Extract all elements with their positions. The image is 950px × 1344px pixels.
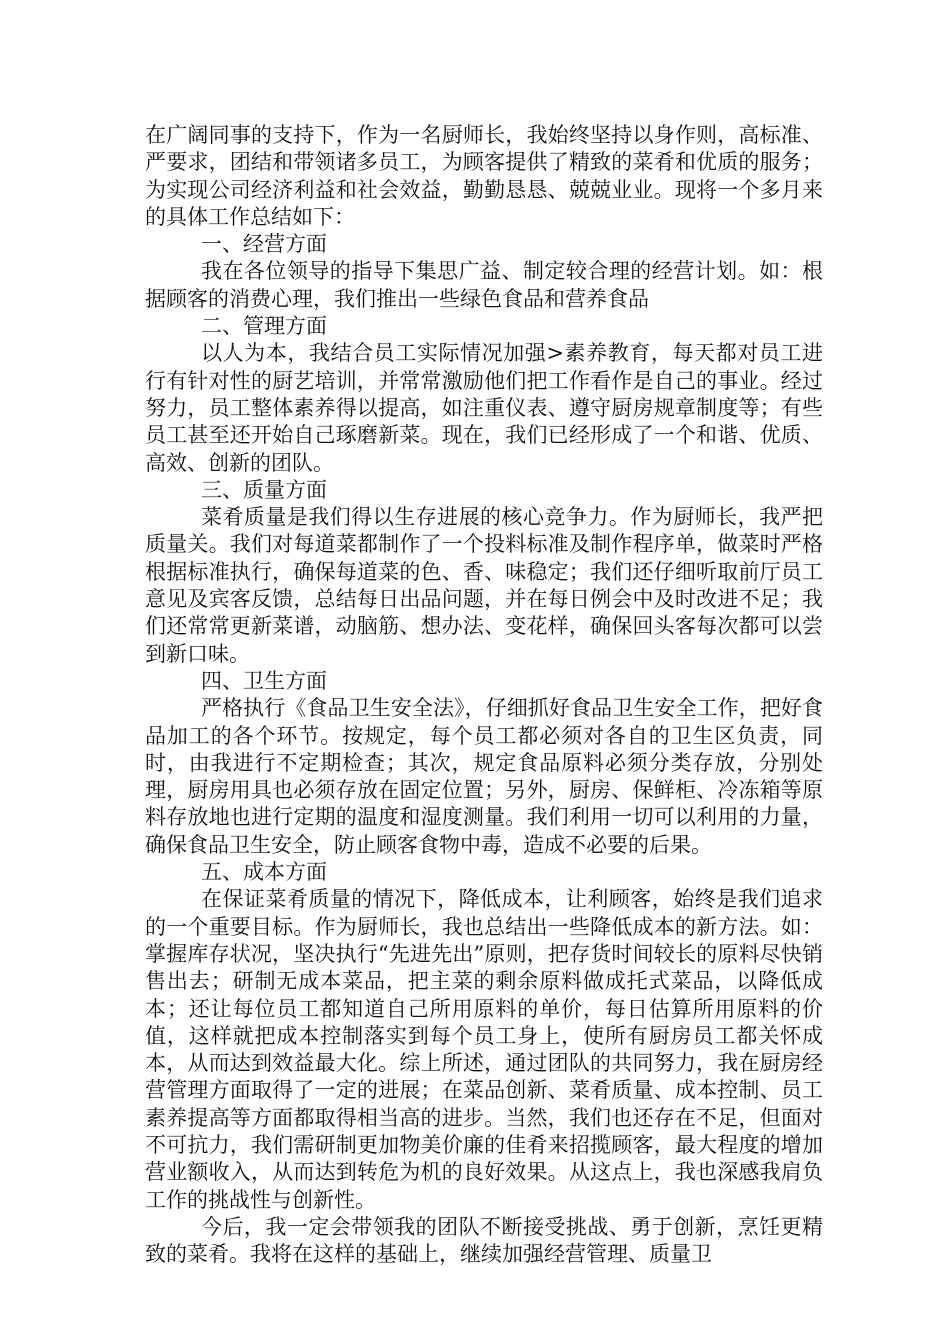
- management-paragraph: 以人为本，我结合员工实际情况加强>素养教育，每天都对员工进行有针对性的厨艺培训，并常常激励他们把工作看作是自己的事业。经过努力，员工整体素养得以提高，如注重仪表、遵守厨房规章制度等；有些员工甚至还开始自己琢磨新菜。现在，我们已经形成了一个和谐、优质、高效、创新的团队。: [145, 341, 823, 475]
- future-paragraph: 今后，我一定会带领我的团队不断接受挑战、勇于创新，烹饪更精致的菜肴。我将在这样的基础上，继续加强经营管理、质量卫: [145, 1214, 823, 1267]
- operations-paragraph: 我在各位领导的指导下集思广益、制定较合理的经营计划。如：根据顾客的消费心理，我们推出一些绿色食品和营养食品: [145, 259, 823, 311]
- section-heading-cost: 五、成本方面: [201, 860, 327, 885]
- document-body: [145, 122, 823, 1268]
- hygiene-paragraph: 严格执行《食品卫生安全法》，仔细抓好食品卫生安全工作，把好食品加工的各个环节。按规定，每个员工都必须对各自的卫生区负责，同时，由我进行不定期检查；其次，规定食品原料必须分类存放，分别处理，厨房用具也必须存放在固定位置；另外，厨房、保鲜柜、冷冻箱等原料存放地也进行定期的温度和湿度测量。我们利用一切可以利用的力量，确保食品卫生安全，防止顾客食物中毒，造成不必要的后果。: [145, 696, 823, 857]
- cost-paragraph: 在保证菜肴质量的情况下，降低成本，让利顾客，始终是我们追求的一个重要目标。作为厨师长，我也总结出一些降低成本的新方法。如：掌握库存状况，坚决执行“先进先出”原则，把存货时间较长的原料尽快销售出去；研制无成本菜品，把主菜的剩余原料做成托式菜品，以降低成本；还让每位员工都知道自己所用原料的单价，每日估算所用原料的价值，这样就把成本控制落实到每个员工身上，使所有厨房员工都关怀成本，从而达到效益最大化。综上所述，通过团队的共同努力，我在厨房经营管理方面取得了一定的进展；在菜品创新、菜肴质量、成本控制、员工素养提高等方面都取得相当高的进步。当然，我们也还存在不足，但面对不可抗力，我们需研制更加物美价廉的佳肴来招揽顾客，最大程度的增加营业额收入，从而达到转危为机的良好效果。从这点上，我也深感我肩负工作的挑战性与创新性。: [145, 887, 823, 1212]
- section-heading-hygiene: 四、卫生方面: [201, 668, 327, 693]
- quality-paragraph: 菜肴质量是我们得以生存进展的核心竞争力。作为厨师长，我严把质量关。我们对每道菜都制作了一个投料标准及制作程序单，做菜时严格根据标准执行，确保每道菜的色、香、味稳定；我们还仔细听取前厅员工意见及宾客反馈，总结每日出品问题，并在每日例会中及时改进不足；我们还常常更新菜谱，动脑筋、想办法、变花样，确保回头客每次都可以尝到新口味。: [145, 505, 823, 666]
- section-heading-management: 二、管理方面: [201, 314, 327, 339]
- intro-paragraph: 在广阔同事的支持下，作为一名厨师长，我始终坚持以身作则，高标准、严要求，团结和带领诸多员工，为顾客提供了精致的菜肴和优质的服务；为实现公司经济利益和社会效益，勤勤恳恳、兢兢业业。现将一个多月来的具体工作总结如下：: [145, 123, 823, 229]
- section-heading-quality: 三、质量方面: [201, 477, 327, 502]
- section-heading-operations: 一、经营方面: [201, 232, 327, 257]
